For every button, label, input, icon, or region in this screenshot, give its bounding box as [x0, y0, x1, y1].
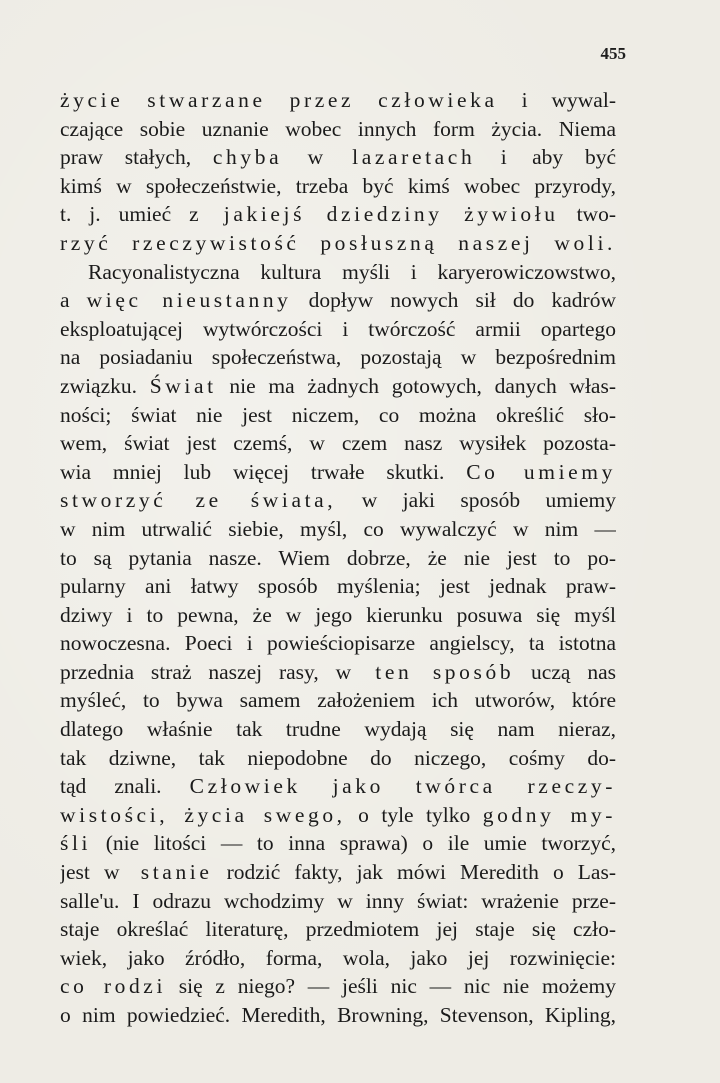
- text-line: [60, 229, 616, 258]
- text-line: czające sobie uznanie wobec innych form życia. Niema: [60, 116, 616, 141]
- text-run: wywal-: [531, 88, 616, 112]
- text-run: tąd znali.: [60, 774, 190, 799]
- text-line: wem, świat jest czemś, w czem nasz wysiłek pozosta-: [60, 431, 616, 456]
- page-number: 455: [600, 44, 626, 63]
- text-line: nowoczesna. Poeci i powieściopisarze angielscy, ta istotna: [60, 631, 616, 656]
- text-line: Racyonalistyczna kultura myśli i karyerowiczowstwo,: [88, 259, 616, 284]
- text-line: [60, 829, 616, 858]
- text-line: dlatego właśnie tak trudne wydają się nam nieraz,: [60, 717, 616, 742]
- spaced-text: Świat: [149, 373, 217, 398]
- text-line: [60, 86, 616, 115]
- text-run: związku.: [60, 373, 150, 398]
- text-line: [60, 858, 616, 887]
- text-line: tak dziwne, tak niepodobne do niczego, cośmy do-: [60, 745, 616, 770]
- text-line: [60, 200, 616, 229]
- text-line: w nim utrwalić siebie, myśl, co wywalczyć w nim —: [60, 516, 616, 541]
- spaced-text: chyba w lazaretach i: [212, 145, 511, 170]
- spaced-text: więc nieustanny: [86, 288, 292, 313]
- text-line: [60, 972, 616, 1001]
- text-run: a: [60, 288, 87, 313]
- text-line: kimś w społeczeństwie, trzeba być kimś wobec przyrody,: [60, 173, 616, 198]
- spaced-text: śli: [60, 831, 92, 856]
- body-text: [60, 86, 616, 1030]
- spaced-text: w ten sposób: [335, 659, 515, 684]
- spaced-text: godny my-: [482, 802, 616, 827]
- spaced-text: życie stwarzane przez człowieka i: [60, 88, 532, 112]
- text-line: [60, 143, 616, 172]
- text-line: [60, 658, 616, 687]
- text-line: staje określać literaturę, przedmiotem jej staje się czło-: [60, 917, 616, 942]
- spaced-text: w stanie: [103, 860, 213, 885]
- text-line: [60, 372, 616, 401]
- text-run: aby być: [510, 145, 616, 170]
- text-run: two-: [558, 202, 616, 227]
- text-run: uczą nas: [514, 659, 616, 684]
- text-line: [60, 486, 616, 515]
- spaced-text: Człowiek jako twórca rzeczy-: [189, 774, 616, 799]
- text-run: jest: [60, 860, 104, 885]
- text-line: [60, 458, 616, 487]
- text-line: wiek, jako źródło, forma, wola, jako jej rozwinięcie:: [60, 945, 616, 970]
- text-line: dziwy i to pewna, że w jego kierunku posuwa się myśl: [60, 602, 616, 627]
- spaced-text: wistości, życia swego,: [60, 802, 346, 827]
- text-line: pularny ani łatwy sposób myślenia; jest jednak praw-: [60, 574, 616, 599]
- text-run: (nie litości — to inna sprawa) o ile umie tworzyć,: [91, 831, 616, 856]
- text-line: to są pytania nasze. Wiem dobrze, że nie jest to po-: [60, 545, 616, 570]
- text-line: salle'u. I odrazu wchodzimy w inny świat: wrażenie prze-: [60, 888, 616, 913]
- text-run: t. j. umieć: [60, 202, 190, 227]
- text-run: praw stałych,: [60, 145, 213, 170]
- text-line: [60, 772, 616, 801]
- text-run: nie ma żadnych gotowych, danych włas-: [216, 373, 616, 398]
- spaced-text: co rodzi: [60, 974, 167, 999]
- text-run: w jaki sposób umiemy: [336, 488, 616, 513]
- text-line: o nim powiedzieć. Meredith, Browning, Stevenson, Kipling,: [60, 1003, 616, 1027]
- text-run: wia mniej lub więcej trwałe skutki.: [60, 459, 467, 484]
- text-run: rodzić fakty, jak mówi Meredith o Las-: [212, 860, 616, 885]
- text-line: [60, 286, 616, 315]
- text-line: ności; świat nie jest niczem, co można określić sło-: [60, 402, 616, 427]
- spaced-text: Co umiemy: [466, 459, 616, 484]
- text-line: [60, 801, 616, 830]
- text-run: przednia straż naszej rasy,: [60, 659, 336, 684]
- spaced-text: rzyć rzeczywistość posłuszną naszej woli.: [60, 230, 616, 255]
- text-run: się z niego? — jeśli nic — nic nie możemy: [166, 974, 616, 999]
- spaced-text: z jakiejś dziedziny żywiołu: [189, 202, 559, 227]
- spaced-text: stworzyć ze świata,: [60, 488, 337, 513]
- text-run: dopływ nowych sił do kadrów: [291, 288, 616, 313]
- text-run: o tyle tylko: [345, 802, 483, 827]
- text-line: myśleć, to bywa samem założeniem ich utworów, które: [60, 688, 616, 713]
- text-line: na posiadaniu społeczeństwa, pozostają w bezpośrednim: [60, 345, 616, 370]
- text-line: eksploatującej wytwórczości i twórczość armii opartego: [60, 316, 616, 341]
